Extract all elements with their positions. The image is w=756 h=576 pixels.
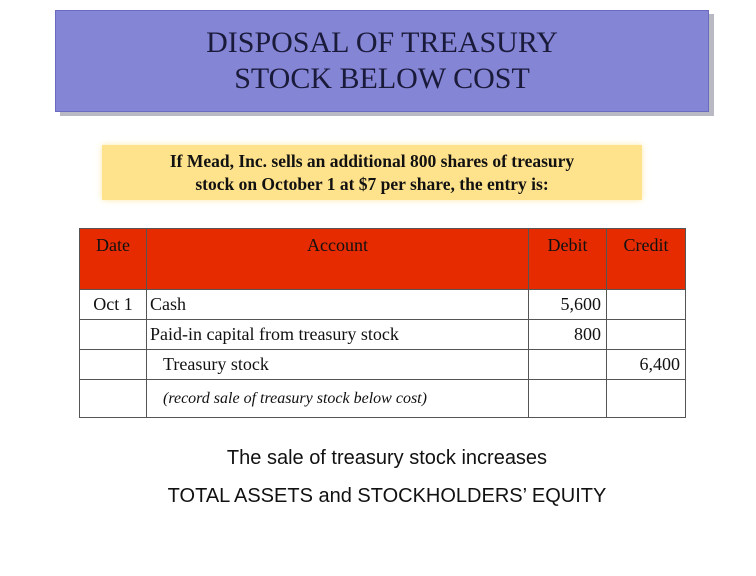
cell-date: [80, 380, 147, 418]
intro-line-1: If Mead, Inc. sells an additional 800 shares of treasury: [169, 150, 575, 171]
cell-debit: [529, 380, 607, 418]
table-row: [80, 320, 686, 350]
cell-debit: 5,600: [529, 290, 607, 320]
cell-memo: (record sale of treasury stock below cost): [147, 380, 529, 418]
cell-date: [80, 320, 147, 350]
cell-debit: 800: [529, 320, 607, 350]
slide-title: [55, 10, 709, 112]
cell-account: Treasury stock: [147, 350, 529, 380]
cell-account: Paid-in capital from treasury stock: [147, 320, 529, 350]
header-credit: Credit: [607, 229, 686, 290]
cell-credit: [607, 290, 686, 320]
footer-line-2: TOTAL ASSETS and STOCKHOLDERS’ EQUITY: [167, 485, 607, 507]
table-row: [80, 290, 686, 320]
table-row: [80, 350, 686, 380]
cell-credit: [607, 320, 686, 350]
title-line-2: STOCK BELOW COST: [234, 62, 530, 95]
header-debit: Debit: [529, 229, 607, 290]
header-date: Date: [80, 229, 147, 290]
cell-debit: [529, 350, 607, 380]
title-line-1: DISPOSAL OF TREASURY: [206, 26, 558, 59]
intro-callout: [102, 145, 642, 200]
cell-credit: [607, 380, 686, 418]
header-account: Account: [147, 229, 529, 290]
footer-line-1: The sale of treasury stock increases: [226, 447, 548, 469]
table-header-row: [80, 229, 686, 290]
cell-date: Oct 1: [80, 290, 147, 320]
cell-date: [80, 350, 147, 380]
table-row: [80, 380, 686, 418]
cell-account: Cash: [147, 290, 529, 320]
intro-line-2: stock on October 1 at $7 per share, the entry is:: [195, 173, 549, 194]
cell-credit: 6,400: [607, 350, 686, 380]
journal-entry-table: [79, 228, 686, 418]
